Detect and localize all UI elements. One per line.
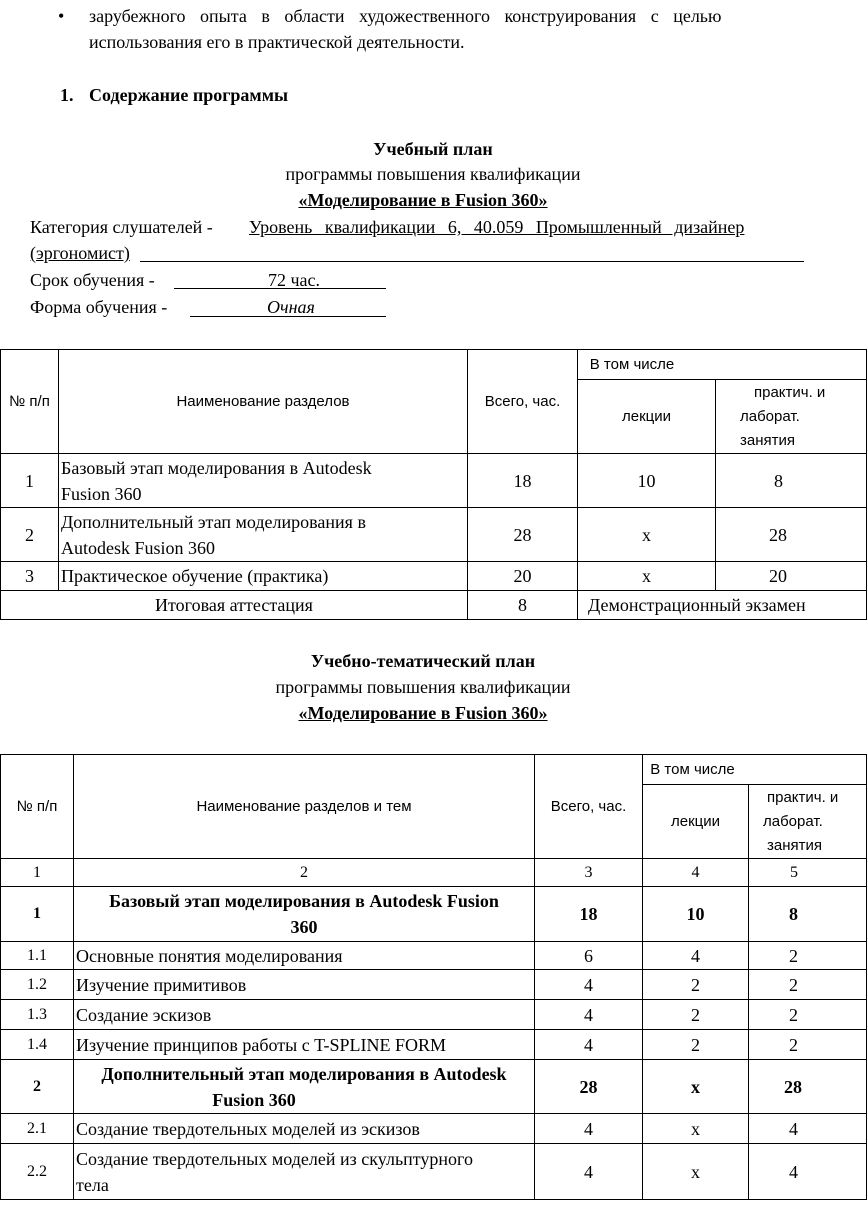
row-total: 6 bbox=[535, 942, 643, 970]
section-row bbox=[1, 1060, 867, 1114]
row-num: 1 bbox=[1, 887, 74, 942]
row-name-line2: Autodesk Fusion 360 bbox=[61, 537, 216, 558]
col-number: 1 bbox=[1, 859, 74, 887]
row-practice: 20 bbox=[716, 562, 867, 591]
final-form: Демонстрационный экзамен bbox=[578, 591, 867, 620]
col-number: 2 bbox=[74, 859, 535, 887]
row-total: 4 bbox=[535, 1000, 643, 1030]
row-num: 3 bbox=[1, 562, 59, 591]
final-row bbox=[1, 591, 867, 620]
row-name bbox=[59, 454, 468, 508]
row-lectures: х bbox=[578, 508, 716, 562]
row-name bbox=[74, 1144, 535, 1200]
header-name: Наименование разделов и тем bbox=[74, 755, 535, 859]
section-row bbox=[1, 887, 867, 942]
row-name bbox=[74, 1060, 535, 1114]
row-lectures: х bbox=[643, 1114, 749, 1144]
row-total: 18 bbox=[468, 454, 578, 508]
row-num: 1.4 bbox=[1, 1030, 74, 1060]
row-practice: 28 bbox=[749, 1060, 867, 1114]
bullet-dot: • bbox=[58, 6, 65, 26]
header-including-text: В том числе bbox=[650, 760, 735, 778]
row-lectures: 2 bbox=[643, 1030, 749, 1060]
row-total: 4 bbox=[535, 970, 643, 1000]
row-total: 28 bbox=[468, 508, 578, 562]
table-row bbox=[1, 562, 867, 591]
row-name: Создание эскизов bbox=[74, 1000, 535, 1030]
plan1-title: Учебный план bbox=[373, 139, 493, 159]
row-total: 18 bbox=[535, 887, 643, 942]
category-label: Категория слушателей - bbox=[30, 217, 213, 237]
duration-value: 72 час. bbox=[268, 270, 321, 290]
row-num: 1.1 bbox=[1, 942, 74, 970]
row-num: 1.2 bbox=[1, 970, 74, 1000]
header-practice bbox=[749, 785, 867, 859]
row-lectures: х bbox=[643, 1060, 749, 1114]
final-total: 8 bbox=[468, 591, 578, 620]
section-number: 1. bbox=[60, 85, 74, 105]
table-row bbox=[1, 1000, 867, 1030]
section-title: Содержание программы bbox=[89, 85, 289, 105]
row-name: Основные понятия моделирования bbox=[74, 942, 535, 970]
row-practice: 2 bbox=[749, 1000, 867, 1030]
plan2-program: «Моделирование в Fusion 360» bbox=[298, 703, 548, 723]
header-practice-line3: занятия bbox=[740, 431, 795, 449]
table-row bbox=[1, 942, 867, 970]
header-lectures: лекции bbox=[643, 785, 749, 859]
row-practice: 8 bbox=[749, 887, 867, 942]
duration-label: Срок обучения - bbox=[30, 270, 155, 290]
table-row bbox=[1, 1114, 867, 1144]
header-num: № п/п bbox=[1, 350, 59, 454]
category-underline bbox=[140, 261, 804, 262]
row-practice: 2 bbox=[749, 970, 867, 1000]
row-lectures: 2 bbox=[643, 970, 749, 1000]
row-num: 2.2 bbox=[1, 1144, 74, 1200]
col-number: 3 bbox=[535, 859, 643, 887]
row-total: 4 bbox=[535, 1030, 643, 1060]
final-name: Итоговая аттестация bbox=[1, 591, 468, 620]
row-lectures: 10 bbox=[643, 887, 749, 942]
table-row bbox=[1, 1144, 867, 1200]
row-name-line1: Дополнительный этап моделирования в Autodesk bbox=[101, 1063, 507, 1084]
header-practice-line1: практич. и bbox=[754, 383, 826, 401]
row-practice: 4 bbox=[749, 1114, 867, 1144]
row-name-line1: Базовый этап моделирования в Autodesk Fusion bbox=[109, 891, 499, 911]
row-num: 2 bbox=[1, 1060, 74, 1114]
row-lectures: 2 bbox=[643, 1000, 749, 1030]
form-value: Очная bbox=[267, 297, 315, 317]
header-practice-line1: практич. и bbox=[767, 788, 839, 806]
header-practice bbox=[716, 380, 867, 454]
row-name-line2: тела bbox=[76, 1174, 109, 1195]
row-lectures: 10 bbox=[578, 454, 716, 508]
row-lectures: 4 bbox=[643, 942, 749, 970]
row-num: 1 bbox=[1, 454, 59, 508]
plan1-program: «Моделирование в Fusion 360» bbox=[298, 190, 548, 210]
row-num: 2 bbox=[1, 508, 59, 562]
row-practice: 28 bbox=[716, 508, 867, 562]
row-name-line2: Fusion 360 bbox=[61, 483, 142, 504]
header-practice-line3: занятия bbox=[767, 836, 822, 854]
header-total: Всего, час. bbox=[468, 350, 578, 454]
row-lectures: х bbox=[578, 562, 716, 591]
row-practice: 2 bbox=[749, 942, 867, 970]
row-name-line2: Fusion 360 bbox=[212, 1089, 296, 1110]
header-including bbox=[643, 755, 867, 785]
row-name bbox=[74, 887, 535, 942]
header-practice-line2: лаборат. bbox=[763, 812, 823, 830]
row-name: Изучение принципов работы с T-SPLINE FORM bbox=[74, 1030, 535, 1060]
row-total: 20 bbox=[468, 562, 578, 591]
thematic-plan-table bbox=[0, 754, 867, 1200]
row-name: Создание твердотельных моделей из эскизов bbox=[74, 1114, 535, 1144]
row-total: 4 bbox=[535, 1114, 643, 1144]
row-name-line1: Базовый этап моделирования в Autodesk bbox=[61, 457, 372, 478]
row-num: 1.3 bbox=[1, 1000, 74, 1030]
row-total: 28 bbox=[535, 1060, 643, 1114]
row-name-line2: 360 bbox=[290, 917, 318, 937]
col-number: 4 bbox=[643, 859, 749, 887]
row-name-line1: Дополнительный этап моделирования в bbox=[61, 511, 366, 532]
form-label: Форма обучения - bbox=[30, 297, 168, 317]
category-value-line2: (эргономист) bbox=[30, 243, 130, 263]
study-plan-table bbox=[0, 349, 867, 620]
header-including-text: В том числе bbox=[589, 355, 675, 373]
bullet-text-line2: использования его в практической деятельности. bbox=[89, 32, 465, 52]
header-practice-line2: лаборат. bbox=[740, 407, 800, 425]
row-name: Изучение примитивов bbox=[74, 970, 535, 1000]
row-total: 4 bbox=[535, 1144, 643, 1200]
row-name: Практическое обучение (практика) bbox=[59, 562, 468, 591]
table-row bbox=[1, 1030, 867, 1060]
col-number: 5 bbox=[749, 859, 867, 887]
plan2-title: Учебно-тематический план bbox=[310, 651, 536, 671]
header-total: Всего, час. bbox=[535, 755, 643, 859]
column-number-row bbox=[1, 859, 867, 887]
plan2-subtitle: программы повышения квалификации bbox=[275, 677, 571, 697]
header-num: № п/п bbox=[1, 755, 74, 859]
header-lectures: лекции bbox=[578, 380, 716, 454]
table-row bbox=[1, 454, 867, 508]
table-row bbox=[1, 970, 867, 1000]
row-name-line1: Создание твердотельных моделей из скульптурного bbox=[76, 1148, 473, 1169]
row-num: 2.1 bbox=[1, 1114, 74, 1144]
header-including bbox=[578, 350, 867, 380]
plan1-subtitle: программы повышения квалификации bbox=[285, 164, 581, 184]
row-practice: 4 bbox=[749, 1144, 867, 1200]
table-row bbox=[1, 508, 867, 562]
category-value: Уровень квалификации 6, 40.059 Промышленный дизайнер bbox=[249, 217, 745, 237]
bullet-text-line1: зарубежного опыта в области художественного конструирования с целью bbox=[89, 6, 722, 26]
header-name: Наименование разделов bbox=[59, 350, 468, 454]
row-practice: 2 bbox=[749, 1030, 867, 1060]
row-name bbox=[59, 508, 468, 562]
row-practice: 8 bbox=[716, 454, 867, 508]
row-lectures: х bbox=[643, 1144, 749, 1200]
